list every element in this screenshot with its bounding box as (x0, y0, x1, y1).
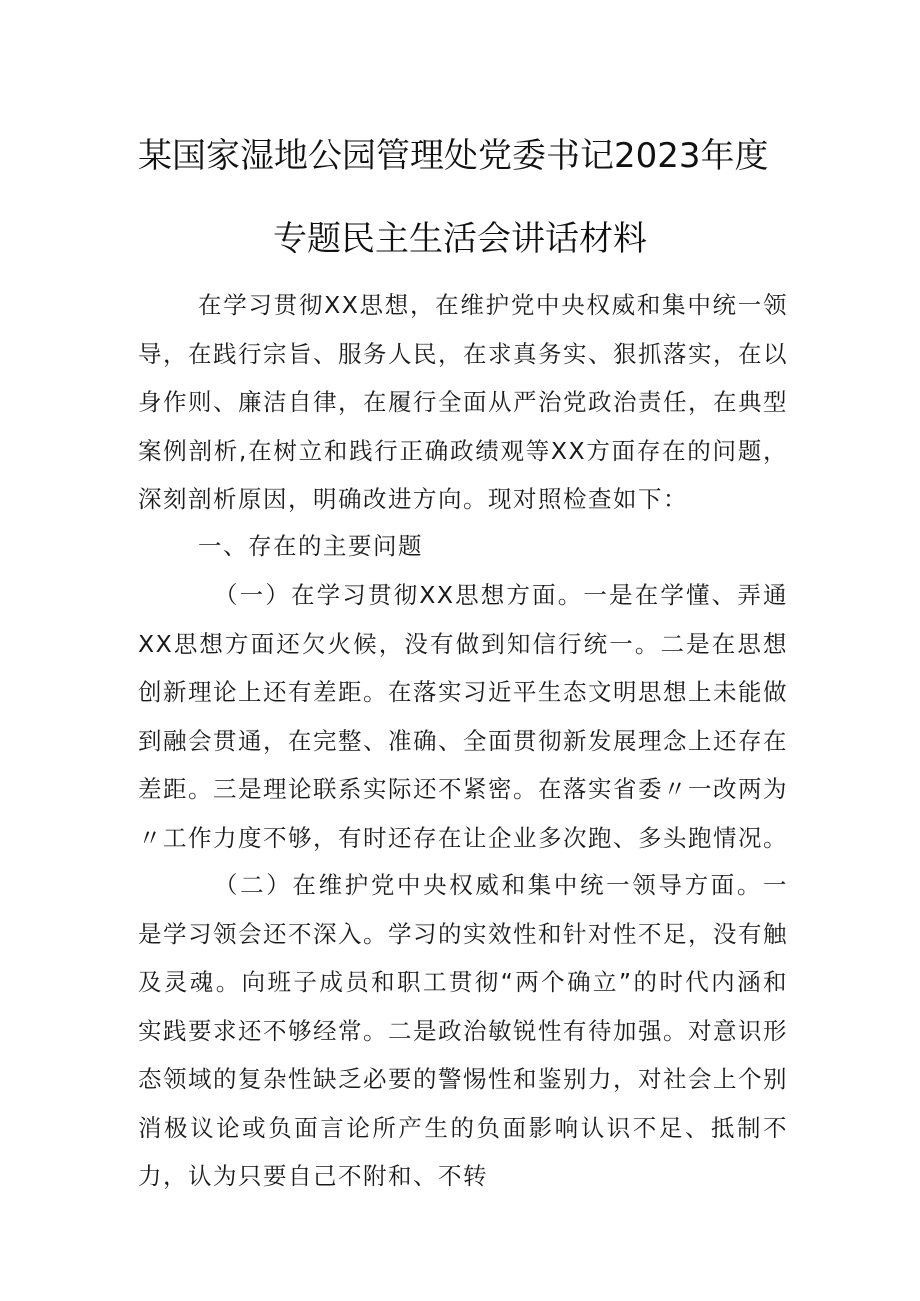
intro-paragraph: 在学习贯彻XX思想，在维护党中央权威和集中统一领导，在践行宗旨、服务人民，在求真务实、狠抓落实，在以身作则、廉洁自律，在履行全面从严治党政治责任，在典型案例剖析,在树立和践行正确政绩观等XX方面存在的问题，深刻剖析原因，明确改进方向。现对照检查如下： (138, 291, 788, 513)
document-title-line-1: 某国家湿地公园管理处党委书记2023年度 (138, 136, 769, 176)
document-title-line-2: 专题民主生活会讲话材料 (273, 219, 647, 259)
section-1-paragraph: （一）在学习贯彻XX思想方面。一是在学懂、弄通XX思想方面还欠火候，没有做到知信行统一。二是在思想创新理论上还有差距。在落实习近平生态文明思想上未能做到融会贯通，在完整、准确、全面贯彻新发展理念上还存在差距。三是理论联系实际还不紧密。在落实省委〃一改两为〃工作力度不够，有时还存在让企业多次跑、多头跑情况。 (138, 581, 788, 852)
section-2-paragraph: （二）在维护党中央权威和集中统一领导方面。一是学习领会还不深入。学习的实效性和针对性不足，没有触及灵魂。向班子成员和职工贯彻“两个确立”的时代内涵和实践要求还不够经常。二是政治敏锐性有待加强。对意识形态领域的复杂性缺乏必要的警惕性和鉴别力，对社会上个别消极议论或负面言论所产生的负面影响认识不足、抵制不力，认为只要自己不附和、不转 (138, 871, 788, 1190)
section-heading-1: 一、存在的主要问题 (198, 532, 423, 560)
